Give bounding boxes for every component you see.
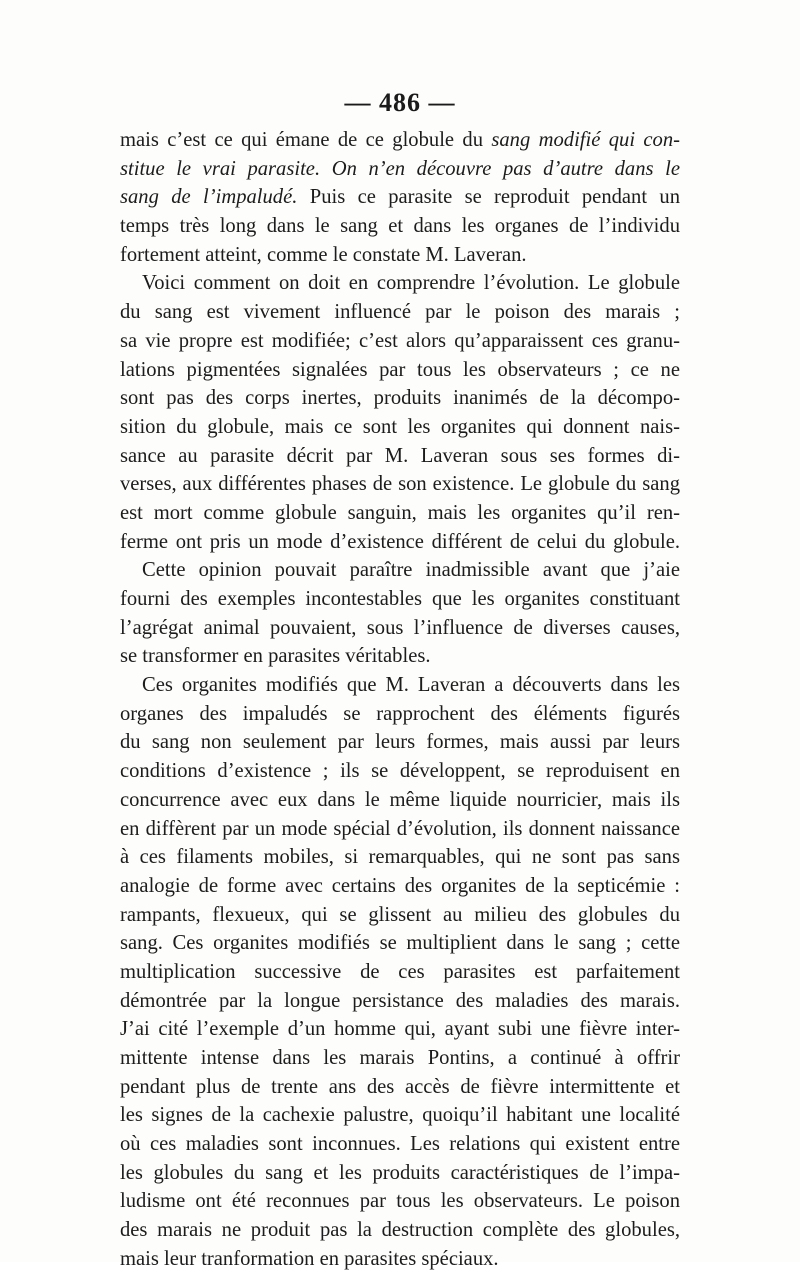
italic-text: sang modifié qui con-: [491, 129, 680, 151]
text-run: des marais ne produit pas la destruction complète des globules,: [120, 1219, 680, 1242]
text-run: analogie de forme avec certains des organites de la septicémie :: [120, 874, 680, 897]
text-line: [120, 843, 680, 872]
text-run: sont pas des corps inertes, produits inanimés de la décompo-: [120, 387, 680, 410]
text-line: [120, 786, 680, 815]
text-run: verses, aux différentes phases de son existence. Le globule du sang: [120, 473, 680, 496]
text-line: [120, 384, 680, 413]
text-run: rampants, flexueux, qui se glissent au milieu des globules du: [120, 903, 680, 926]
text-run: est mort comme globule sanguin, mais les organites qu’il ren-: [120, 501, 680, 524]
text-line: [120, 528, 680, 557]
text-run: du sang est vivement influencé par le poison des marais ;: [120, 301, 680, 324]
text-run: J’ai cité l’exemple d’un homme qui, ayant subi une fièvre inter-: [120, 1018, 680, 1041]
page-number: — 486 —: [344, 88, 456, 117]
text-line: [120, 413, 680, 442]
text-line: [120, 241, 680, 270]
text-run: multiplication successive de ces parasites est parfaitement: [120, 960, 680, 983]
text-run: sang. Ces organites modifiés se multiplient dans le sang ; cette: [120, 932, 680, 955]
text-line: [120, 1044, 680, 1073]
text-line: [120, 929, 680, 958]
italic-text: stitue le vrai parasite. On n’en découvre pas d’autre dans le: [120, 157, 680, 180]
text-run: sa vie propre est modifiée; c’est alors qu’apparaissent ces granu-: [120, 329, 680, 352]
text-run: pendant plus de trente ans des accès de fièvre intermittente et: [120, 1075, 680, 1098]
text-line: [120, 1187, 680, 1216]
text-run: sition du globule, mais ce sont les organites qui donnent nais-: [120, 415, 680, 438]
text-line: [120, 585, 680, 614]
text-run: où ces maladies sont inconnues. Les relations qui existent entre: [120, 1133, 680, 1156]
text-run: les signes de la cachexie palustre, quoiqu’il habitant une localité: [120, 1104, 680, 1127]
text-line: [120, 1245, 680, 1274]
text-line: [120, 327, 680, 356]
text-line: [120, 442, 680, 471]
text-run: en diffèrent par un mode spécial d’évolution, ils donnent naissance: [120, 817, 680, 840]
text-line: [120, 298, 680, 327]
text-run: se transformer en parasites véritables.: [120, 645, 431, 668]
text-line: [120, 269, 680, 298]
text-line: [120, 155, 680, 184]
text-run: mais leur tranformation en parasites spéciaux.: [120, 1247, 499, 1270]
text-run: temps très long dans le sang et dans les organes de l’individu: [120, 215, 680, 238]
text-line: [120, 1101, 680, 1130]
text-line: [120, 901, 680, 930]
italic-text: sang de l’impaludé.: [120, 186, 298, 209]
text-line: [120, 642, 680, 671]
text-run: fourni des exemples incontestables que les organites constituant: [120, 588, 680, 610]
text-run: Ces organites modifiés que M. Laveran a découverts dans les: [142, 674, 680, 697]
text-run: Cette opinion pouvait paraître inadmissible avant que j’aie: [142, 559, 680, 582]
text-run: Voici comment on doit en comprendre l’évolution. Le globule: [142, 272, 680, 295]
text-line: [120, 556, 680, 585]
text-line: [120, 728, 680, 757]
text-run: à ces filaments mobiles, si remarquables, qui ne sont pas sans: [120, 846, 680, 869]
text-line: [120, 872, 680, 901]
text-line: [120, 470, 680, 499]
text-run: mittente intense dans les marais Pontins, a continué à offrir: [120, 1047, 680, 1069]
text-line: [120, 183, 680, 212]
text-line: [120, 614, 680, 643]
text-run: les globules du sang et les produits caractéristiques de l’impa-: [120, 1161, 680, 1184]
text-line: [120, 212, 680, 241]
text-line: [120, 126, 680, 155]
text-line: [120, 700, 680, 729]
text-run: lations pigmentées signalées par tous les observateurs ; ce ne: [120, 358, 680, 381]
text-run: sance au parasite décrit par M. Laveran sous ses formes di-: [120, 444, 680, 467]
text-line: [120, 958, 680, 987]
text-run: du sang non seulement par leurs formes, mais aussi par leurs: [120, 731, 680, 754]
text-line: [120, 1130, 680, 1159]
text-line: [120, 499, 680, 528]
text-run: démontrée par la longue persistance des maladies des marais.: [120, 989, 680, 1012]
text-run: ferme ont pris un mode d’existence différent de celui du globule.: [120, 530, 680, 553]
text-line: [120, 1159, 680, 1188]
text-run: l’agrégat animal pouvaient, sous l’influence de diverses causes,: [120, 616, 680, 639]
text-run: concurrence avec eux dans le même liquide nourricier, mais ils: [120, 788, 680, 811]
text-line: [120, 1216, 680, 1245]
text-line: [120, 1015, 680, 1044]
text-line: [120, 356, 680, 385]
text-line: [120, 987, 680, 1016]
text-run: ludisme ont été reconnues par tous les observateurs. Le poison: [120, 1190, 680, 1213]
text-line: [120, 757, 680, 786]
text-line: [120, 671, 680, 700]
text-run: conditions d’existence ; ils se développent, se reproduisent en: [120, 760, 680, 783]
text-run: Puis ce parasite se reproduit pendant un: [297, 186, 681, 209]
text-line: [120, 815, 680, 844]
text-line: [120, 1073, 680, 1102]
text-run: fortement atteint, comme le constate M. Laveran.: [120, 243, 527, 266]
text-run: mais c’est ce qui émane de ce globule du: [120, 129, 492, 151]
text-run: organes des impaludés se rapprochent des éléments figurés: [120, 702, 680, 725]
body-text: [120, 126, 680, 1274]
